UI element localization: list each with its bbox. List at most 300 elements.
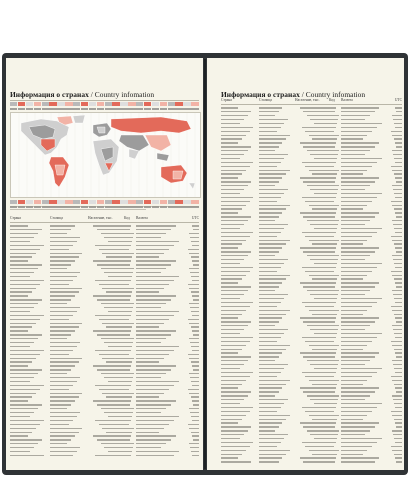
country-row-cell xyxy=(124,346,136,347)
timezone-cell xyxy=(105,102,112,106)
country-row-cell xyxy=(186,291,199,292)
country-row-cell xyxy=(389,173,402,174)
country-row-cell xyxy=(389,119,402,120)
country-row-cell xyxy=(259,411,295,412)
country-row-cell xyxy=(389,337,402,338)
country-row-cell xyxy=(341,415,389,416)
country-row-cell xyxy=(389,251,402,252)
country-row-cell xyxy=(136,245,186,246)
timezone-cell xyxy=(175,200,182,204)
country-row-cell xyxy=(341,310,389,311)
country-row-cell xyxy=(124,396,136,397)
country-row-cell xyxy=(295,345,329,346)
timezone-cell xyxy=(160,102,167,106)
country-row-cell xyxy=(221,127,259,128)
country-row-cell xyxy=(295,251,329,252)
country-row-cell xyxy=(186,443,199,444)
country-row-cell xyxy=(295,278,329,279)
country-row-cell xyxy=(10,365,50,366)
country-row-cell xyxy=(295,446,329,447)
country-row-cell xyxy=(88,408,124,409)
country-row-cell xyxy=(295,434,329,435)
country-row-cell xyxy=(221,154,259,155)
country-row-cell xyxy=(221,123,259,124)
country-row-cell xyxy=(341,146,389,147)
country-row-cell xyxy=(341,240,389,241)
country-row-cell xyxy=(389,333,402,334)
country-row-cell xyxy=(329,457,341,458)
left-page-title xyxy=(10,90,154,99)
country-row-cell xyxy=(341,185,389,186)
country-row-cell xyxy=(341,263,389,264)
country-row-cell xyxy=(341,243,389,244)
country-row-cell xyxy=(50,264,88,265)
country-row-cell xyxy=(186,233,199,234)
country-row-cell xyxy=(341,391,389,392)
country-row-cell xyxy=(88,276,124,277)
country-row-cell xyxy=(10,346,50,347)
timezone-cell xyxy=(183,102,190,106)
country-row-cell xyxy=(389,131,402,132)
country-row-cell xyxy=(136,389,186,390)
timezone-cell xyxy=(81,200,88,204)
country-row-cell xyxy=(259,341,295,342)
country-row-cell xyxy=(88,385,124,386)
country-row-cell xyxy=(259,162,295,163)
country-row-cell xyxy=(88,237,124,238)
country-row-cell xyxy=(329,395,341,396)
country-row-cell xyxy=(389,442,402,443)
col-population: Население, тыс. xyxy=(88,216,113,220)
country-row-cell xyxy=(341,450,389,451)
country-row-cell xyxy=(88,420,124,421)
country-row-cell xyxy=(389,193,402,194)
country-row-cell xyxy=(186,451,199,452)
country-row-cell xyxy=(389,341,402,342)
country-row-cell xyxy=(221,356,259,357)
country-row-cell xyxy=(124,428,136,429)
country-row-cell xyxy=(136,229,186,230)
country-row-cell xyxy=(295,243,329,244)
timezone-cell xyxy=(160,200,167,204)
country-row-cell xyxy=(329,111,341,112)
country-row-cell xyxy=(50,408,88,409)
country-row-cell xyxy=(329,364,341,365)
country-row-cell xyxy=(221,294,259,295)
country-row-cell xyxy=(221,228,259,229)
country-row-cell xyxy=(329,131,341,132)
right-table-header xyxy=(221,98,402,102)
country-row-cell xyxy=(329,216,341,217)
country-row-cell xyxy=(10,432,50,433)
country-row-cell xyxy=(186,272,199,273)
country-row-cell xyxy=(295,426,329,427)
country-row-cell xyxy=(50,373,88,374)
country-row-cell xyxy=(329,220,341,221)
country-row-cell xyxy=(295,282,329,283)
country-row-cell xyxy=(295,275,329,276)
country-row-cell xyxy=(259,372,295,373)
country-row-cell xyxy=(88,369,124,370)
country-row-cell xyxy=(341,333,389,334)
country-row-cell xyxy=(221,201,259,202)
country-row-cell xyxy=(389,384,402,385)
country-row-cell xyxy=(10,249,50,250)
country-row-cell xyxy=(136,358,186,359)
country-row-cell xyxy=(50,455,88,456)
timezone-cell xyxy=(18,200,25,204)
country-row-cell xyxy=(10,377,50,378)
country-row-cell xyxy=(186,245,199,246)
country-row-cell xyxy=(221,415,259,416)
country-row-cell xyxy=(259,422,295,423)
country-row-cell xyxy=(329,243,341,244)
country-row-cell xyxy=(259,457,295,458)
country-row-cell xyxy=(389,360,402,361)
country-row-cell xyxy=(186,412,199,413)
country-row-cell xyxy=(341,197,389,198)
country-row-cell xyxy=(124,319,136,320)
country-row-cell xyxy=(329,271,341,272)
country-row-cell xyxy=(295,384,329,385)
country-row-cell xyxy=(329,306,341,307)
country-row-cell xyxy=(389,135,402,136)
country-row-cell xyxy=(50,280,88,281)
country-row-cell xyxy=(259,220,295,221)
country-row-cell xyxy=(221,317,259,318)
country-row-cell xyxy=(136,268,186,269)
country-row-cell xyxy=(136,276,186,277)
country-row-cell xyxy=(341,224,389,225)
country-row-cell xyxy=(295,138,329,139)
country-row-cell xyxy=(295,181,329,182)
country-row-cell xyxy=(341,189,389,190)
country-row-cell xyxy=(341,384,389,385)
country-row-cell xyxy=(88,249,124,250)
country-row-cell xyxy=(341,294,389,295)
country-row-cell xyxy=(341,372,389,373)
country-row-cell xyxy=(329,415,341,416)
country-row-cell xyxy=(329,446,341,447)
country-row-cell xyxy=(329,356,341,357)
country-row-cell xyxy=(341,278,389,279)
country-row-cell xyxy=(88,404,124,405)
country-row-cell xyxy=(136,303,186,304)
country-row-cell xyxy=(389,208,402,209)
timezone-cell xyxy=(89,102,96,106)
country-row-cell xyxy=(221,454,259,455)
country-row-cell xyxy=(10,369,50,370)
country-row-cell xyxy=(50,284,88,285)
country-row-cell xyxy=(341,158,389,159)
country-row-cell xyxy=(88,256,124,257)
country-row-cell xyxy=(221,376,259,377)
country-row-cell xyxy=(221,442,259,443)
country-row-cell xyxy=(389,364,402,365)
country-row-cell xyxy=(329,181,341,182)
country-row-cell xyxy=(136,299,186,300)
country-row-cell xyxy=(10,447,50,448)
timezone-cell xyxy=(128,102,135,106)
country-row-cell xyxy=(221,150,259,151)
country-row-cell xyxy=(221,115,259,116)
country-row-cell xyxy=(329,426,341,427)
country-row-cell xyxy=(88,416,124,417)
country-row-cell xyxy=(295,341,329,342)
country-row-cell xyxy=(295,298,329,299)
country-row-cell xyxy=(329,154,341,155)
country-row-cell xyxy=(389,282,402,283)
country-row-cell xyxy=(221,263,259,264)
country-row-cell xyxy=(136,420,186,421)
timezone-cell xyxy=(81,102,88,106)
country-row-cell xyxy=(124,451,136,452)
country-row-cell xyxy=(88,377,124,378)
country-row-cell xyxy=(389,399,402,400)
country-row-cell xyxy=(124,326,136,327)
country-row-cell xyxy=(186,385,199,386)
country-row-cell xyxy=(389,314,402,315)
country-row-cell xyxy=(88,435,124,436)
timezone-cell xyxy=(57,102,64,106)
country-row-cell xyxy=(389,228,402,229)
country-row-cell xyxy=(10,253,50,254)
country-row-cell xyxy=(389,376,402,377)
country-row-cell xyxy=(88,350,124,351)
country-row-cell xyxy=(221,337,259,338)
country-row-cell xyxy=(295,306,329,307)
country-row-cell xyxy=(329,135,341,136)
country-row-cell xyxy=(259,166,295,167)
country-row-cell xyxy=(136,326,186,327)
country-row-cell xyxy=(329,341,341,342)
country-row-cell xyxy=(259,247,295,248)
country-row-cell xyxy=(329,197,341,198)
country-row-cell xyxy=(10,288,50,289)
country-row-cell xyxy=(259,403,295,404)
timezone-cell xyxy=(26,200,33,204)
country-row-cell xyxy=(221,197,259,198)
country-row-cell xyxy=(389,403,402,404)
country-row-cell xyxy=(136,385,186,386)
country-row-cell xyxy=(389,450,402,451)
country-row-cell xyxy=(50,307,88,308)
country-row-cell xyxy=(186,435,199,436)
country-row-cell xyxy=(259,380,295,381)
country-row-cell xyxy=(50,338,88,339)
country-row-cell xyxy=(10,428,50,429)
country-row-cell xyxy=(50,416,88,417)
country-row-cell xyxy=(295,224,329,225)
country-row-cell xyxy=(50,260,88,261)
country-row-cell xyxy=(295,259,329,260)
country-row-cell xyxy=(389,127,402,128)
country-row-cell xyxy=(88,260,124,261)
timezone-cell xyxy=(73,200,80,204)
country-row-cell xyxy=(329,368,341,369)
country-row-cell xyxy=(295,146,329,147)
country-row-cell xyxy=(10,334,50,335)
country-row-cell xyxy=(88,268,124,269)
country-row-cell xyxy=(295,360,329,361)
country-row-cell xyxy=(88,439,124,440)
country-row-cell xyxy=(136,260,186,261)
country-row-cell xyxy=(259,387,295,388)
country-row-cell xyxy=(88,389,124,390)
country-row-cell xyxy=(221,446,259,447)
country-row-cell xyxy=(389,368,402,369)
country-row-cell xyxy=(124,342,136,343)
country-row-cell xyxy=(259,442,295,443)
country-row-cell xyxy=(124,307,136,308)
country-row-cell xyxy=(259,228,295,229)
country-row-cell xyxy=(341,426,389,427)
country-row-cell xyxy=(295,267,329,268)
country-row-cell xyxy=(186,389,199,390)
country-row-cell xyxy=(329,419,341,420)
country-row-cell xyxy=(136,373,186,374)
country-row-cell xyxy=(295,407,329,408)
country-row-cell xyxy=(389,255,402,256)
right-page xyxy=(207,58,404,470)
country-row-cell xyxy=(136,284,186,285)
country-row-cell xyxy=(295,457,329,458)
country-row-cell xyxy=(259,107,295,108)
country-row-cell xyxy=(389,166,402,167)
country-row-cell xyxy=(124,233,136,234)
country-row-cell xyxy=(259,294,295,295)
country-row-cell xyxy=(295,216,329,217)
country-row-cell xyxy=(10,435,50,436)
country-row-cell xyxy=(50,412,88,413)
country-row-cell xyxy=(259,131,295,132)
country-row-cell xyxy=(186,334,199,335)
country-row-cell xyxy=(341,115,389,116)
country-row-cell xyxy=(295,415,329,416)
country-row-cell xyxy=(124,373,136,374)
country-row-cell xyxy=(341,251,389,252)
country-row-cell xyxy=(186,323,199,324)
country-row-cell xyxy=(88,295,124,296)
country-row-cell xyxy=(329,278,341,279)
country-row-cell xyxy=(88,381,124,382)
country-row-cell xyxy=(88,272,124,273)
country-row-cell xyxy=(136,424,186,425)
country-row-cell xyxy=(50,245,88,246)
country-row-cell xyxy=(88,432,124,433)
country-row-cell xyxy=(259,461,295,462)
country-row-cell xyxy=(329,422,341,423)
country-row-cell xyxy=(259,119,295,120)
country-row-cell xyxy=(389,430,402,431)
country-row-cell xyxy=(88,334,124,335)
country-row-cell xyxy=(221,341,259,342)
country-row-cell xyxy=(295,438,329,439)
country-row-cell xyxy=(329,321,341,322)
country-row-cell xyxy=(10,361,50,362)
country-row-cell xyxy=(88,373,124,374)
country-row-cell xyxy=(221,181,259,182)
country-row-cell xyxy=(124,291,136,292)
country-row-cell xyxy=(50,424,88,425)
country-row-cell xyxy=(389,294,402,295)
country-row-cell xyxy=(341,150,389,151)
timezone-bar-bottom xyxy=(10,200,199,204)
country-row-cell xyxy=(88,245,124,246)
country-row-cell xyxy=(389,111,402,112)
country-row-cell xyxy=(341,341,389,342)
country-row-cell xyxy=(221,360,259,361)
timezone-cell xyxy=(34,200,41,204)
country-row-cell xyxy=(88,330,124,331)
country-row-cell xyxy=(10,233,50,234)
country-row-cell xyxy=(389,321,402,322)
country-row-cell xyxy=(186,303,199,304)
country-row-cell xyxy=(259,345,295,346)
country-row-cell xyxy=(259,240,295,241)
timezone-cell xyxy=(175,102,182,106)
country-row-cell xyxy=(50,299,88,300)
timezone-cell xyxy=(120,102,127,106)
timezone-cell xyxy=(49,200,56,204)
country-row-cell xyxy=(10,323,50,324)
country-row-cell xyxy=(341,434,389,435)
country-row-cell xyxy=(221,255,259,256)
country-row-cell xyxy=(329,158,341,159)
country-row-cell xyxy=(50,295,88,296)
country-row-cell xyxy=(10,311,50,312)
country-row-cell xyxy=(186,284,199,285)
country-row-cell xyxy=(10,295,50,296)
country-row-cell xyxy=(124,280,136,281)
timezone-cell xyxy=(191,102,198,106)
country-row-cell xyxy=(295,150,329,151)
country-row-cell xyxy=(124,272,136,273)
col-currency: Валюта xyxy=(341,98,353,102)
country-row-cell xyxy=(50,342,88,343)
country-row-cell xyxy=(221,407,259,408)
country-row-cell xyxy=(329,302,341,303)
country-row-cell xyxy=(186,369,199,370)
col-country: Страна xyxy=(10,216,21,220)
country-row-cell xyxy=(50,253,88,254)
col-capital: Столица xyxy=(50,216,63,220)
country-row-cell xyxy=(50,311,88,312)
country-row-cell xyxy=(329,142,341,143)
country-row-cell xyxy=(10,439,50,440)
country-row-cell xyxy=(259,415,295,416)
country-row-cell xyxy=(341,430,389,431)
country-row-cell xyxy=(221,119,259,120)
country-row-cell xyxy=(221,286,259,287)
country-row-cell xyxy=(341,135,389,136)
country-row-cell xyxy=(136,291,186,292)
country-row-cell xyxy=(88,451,124,452)
country-row-cell xyxy=(136,447,186,448)
country-row-cell xyxy=(295,193,329,194)
country-row-cell xyxy=(329,119,341,120)
country-row-cell xyxy=(389,275,402,276)
country-row-cell xyxy=(186,326,199,327)
country-row-cell xyxy=(341,314,389,315)
country-row-cell xyxy=(341,212,389,213)
country-row-cell xyxy=(389,457,402,458)
country-row-cell xyxy=(186,428,199,429)
country-row-cell xyxy=(259,438,295,439)
country-row-cell xyxy=(50,326,88,327)
country-row-cell xyxy=(88,291,124,292)
country-row-cell xyxy=(10,373,50,374)
